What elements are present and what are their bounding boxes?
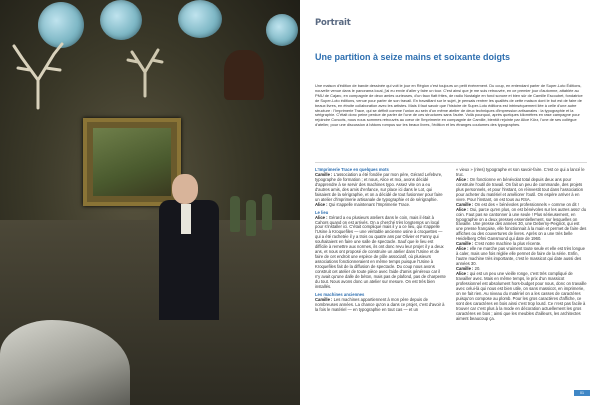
- speaker-name: Alice :: [315, 214, 329, 220]
- speaker-name: Alice :: [315, 201, 329, 207]
- paragraph: [456, 208, 587, 243]
- blue-plate: [178, 0, 222, 38]
- paragraph: [315, 216, 446, 290]
- antler-trophy: [120, 38, 170, 98]
- mounted-trophy: [224, 50, 264, 100]
- paragraph: [456, 272, 587, 322]
- speaker-name: Alice :: [456, 271, 470, 277]
- section-label: Portrait: [315, 18, 351, 28]
- text-column-left: [315, 168, 446, 313]
- paragraph-text: On est des « bénévoles professionnels » comme on dit !: [474, 201, 579, 207]
- speaker-name: Camille :: [315, 171, 334, 177]
- paragraph-text: Gérard a eu plusieurs ateliers dans le coin, mais il était à Cahors quand on est arrivés. On a cherché très longtemps un local pour s'installer ici. C'était compliqué mais il y a ce lieu, qui s'appelle l'Usine à Kroquefiles — une véritable ancienne usine à croquettes — qui a été rachetée il y a trois ou quatre ans par Olivier et Fanny qui souhaitaient en faire une salle de spectacle. Sauf que le lieu est difficile à remettre aux normes, ils ont donc revu leur projet il y a deux ans, et nous ont proposé de construire un atelier dans l'Usine et de faire de cet endroit une espèce de pôle associatif, où plusieurs associations fonctionneraient en même temps puisque l'Usine à Kroquefiles fait de la diffusion de spectacle. Du coup nous avons construit cet atelier de toute pièce avec l'aide d'amis généreux car il n'y avait qu'une dalle de béton, mais pas de plafond, pas de charpente du tout. Nous avons donc un atelier sur mesure. On est très bien installés.: [315, 214, 446, 289]
- bottle: [230, 196, 240, 232]
- speaker-name: Camille :: [456, 241, 475, 247]
- speaker-name: Alice :: [456, 206, 470, 212]
- antler-trophy: [8, 40, 68, 110]
- paragraph: [456, 178, 587, 203]
- paragraph-text: Qui s'appelle maintenant l'Imprimerie Trace.: [328, 201, 411, 207]
- paragraph-text: Les machines appartiennent à mon père depuis de nombreuses années. La chance qu'on a dans ce projet, c'est d'avoir à la fois le matériel — en typographie en tout cas — et un: [315, 296, 445, 312]
- paragraph: [315, 298, 446, 313]
- speaker-name: Camille :: [456, 266, 475, 272]
- subheading: Le lieu: [315, 209, 329, 215]
- speaker-name: Alice :: [456, 176, 470, 182]
- divider: [315, 162, 587, 163]
- boy-shirt: [181, 204, 191, 234]
- paragraph: [315, 203, 446, 208]
- blue-plate: [100, 0, 142, 40]
- bottle: [246, 200, 256, 236]
- paragraph-text: L'association a été fondée par mon père, Gérard Lefebvre, typographe de formation ; et nous, Alice et moi, avons décidé d'apprendre à se servir des machines typo. Assez vite on a eu d'autres amis, des amis d'enfance, sur place ici dans le Lot, qui faisaient de la sérigraphie, et on a décidé de tout fusionner pour faire un atelier d'imprimerie artisanale de typographie et de sérigraphie.: [315, 171, 443, 202]
- subheading: Les machines anciennes: [315, 291, 365, 297]
- paragraph-text: C'est notre machine la plus récente.: [474, 241, 542, 247]
- blue-plate: [266, 14, 298, 46]
- speaker-name: Camille :: [315, 296, 334, 302]
- speaker-name: Camille :: [456, 201, 475, 207]
- paragraph-text: elle ne marche pas vraiment toute seule et elle est très longue à caler, mais une fois réglée elle permet de faire de la série. Enfin, l'autre machine très importante, c'est le massicot qui date aussi des années 30.: [456, 246, 585, 267]
- boy-head: [172, 174, 198, 204]
- paragraph: [456, 247, 587, 267]
- article-page: [300, 0, 600, 405]
- paragraph: [315, 173, 446, 203]
- paragraph-text: qui est un peu une vieille ronge, c'est très compliqué de travailler avec. Mais en même temps, le prix d'un massicot professionnel est absolument hors-budget pour nous, donc on travaille avec celui-là qui nous est bien utile, on sans massicot, en imprimerie, on ne fait rien. Au niveau du matériel on a les casses de caractères puisqu'on compose au plomb. Pour les gros caractères d'affiche, ce sont des caractères en bois ainsi c'est trop lourd. Ce n'est pas facile à trouver car c'est plus à la mode en décoration actuellement les gros caractères en bois ; ainsi que les meubles d'ailleurs, les architectes aiment beaucoup ça.: [456, 271, 587, 321]
- page-number: 01: [574, 390, 590, 396]
- bottle: [262, 194, 272, 230]
- paragraph-text: « vieux » (rires) typographe et son savoir-faire. C'est ce qui a lancé le truc.: [456, 167, 585, 177]
- speaker-name: Alice :: [456, 246, 470, 252]
- article-intro: Une maison d'édition de bande dessinée qui voit le jour en Région c'est toujours un petit événement. Du coup, en entendant parler de Super-Loto Éditions, nouvelle venue dans le panorama local, j'ai eu envie d'aller y faire un tour. C'est ainsi que je me suis retrouvée, en ce premier jour d'automne, attablée au PMU de Cajarc, en compagnie de deux amies curieuses, d'un faux flatt frites, de radio Nostalgie en fond sonore et bien sûr de Camille Escoubet, fondatrice de Super-Loto éditions, venue pour parler de son travail. En travaillant sur le sujet, je pensais rentrer les qualités de cette maison dont le but est de faire de beaux livres, en étroite collaboration avec les artistes. Mais il faut savoir que l'histoire de Super-Loto éditions est intrinsèquement liée à celle d'une autre structure : l'Imprimerie Trace, qui se définit comme l'union au sein d'un même atelier de deux techniques d'impression artisanales : la typographie et la sérigraphie. C'était donc peine perdue de parler de l'une de ces structures sans l'autre. Voilà pourquoi, après quelques kilomètres en rase campagne pour rejoindre Concots, nous nous sommes retrouvés au cœur de l'imprimerie en compagnie de Camille, bientôt rejointe par Alice Kürz, l'une de ses collègue d'atelier, pour une discussion à bâtons rompus sur les beaux livres, l'édition et les étranges coutumes des typographes.: [315, 83, 583, 128]
- article-title: Une partition à seize mains et soixante doigts: [315, 52, 511, 62]
- framed-painting: [83, 118, 181, 206]
- paragraph-text: On fonctionne en bénévolat total depuis deux ans pour construire l'outil de travail. On fait un peu de commande, des projets plus personnels, et pour l'instant, on réinvestit tout dans l'association pour acheter du matériel et améliorer l'outil. On espère arriver à en vivre. Pour l'instant, on est tous au RSA.: [456, 176, 584, 202]
- paragraph-text: 20.: [474, 266, 481, 272]
- paragraph-text: Oui, parce qu'en plus, on est bénévoles sur les autres asso' du coin. Faut pas se cantonner à une seule ! Plus sérieusement, en typographie on a deux presses essentiellement, sur lesquelles on travaille. Une presse des années 30, une Deberny-Peignot, qui est une presse française, elle fonctionnait à la main et permet de faire des affiches ou des couvertures de livres. Après on a une très belle Heidelberg Ofmi Gansmund qui date de 1960.: [456, 206, 587, 242]
- subheading: L'Imprimerie Trace en quelques mots: [315, 167, 389, 172]
- text-column-right: [456, 168, 587, 322]
